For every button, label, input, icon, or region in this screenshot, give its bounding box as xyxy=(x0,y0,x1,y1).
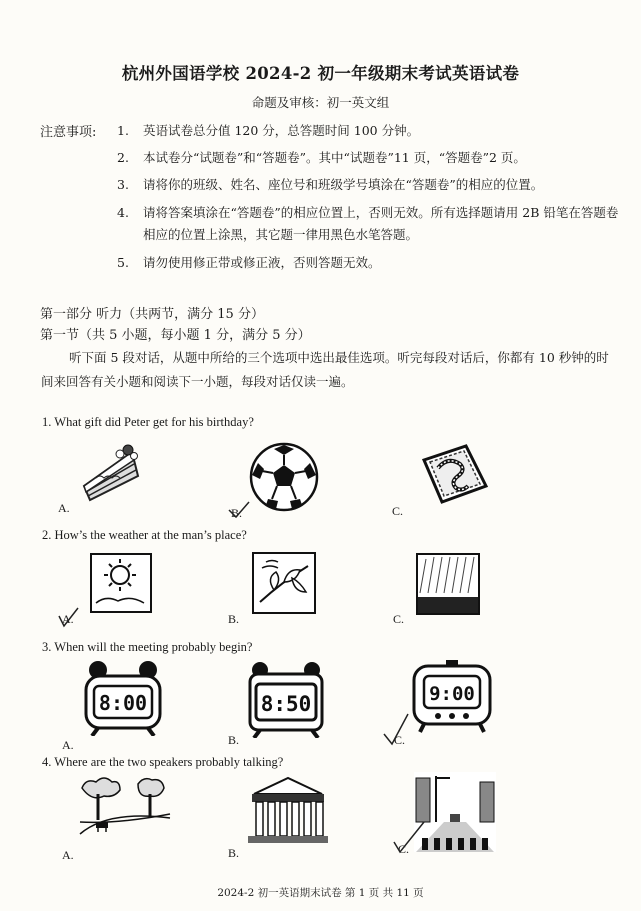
soccer-ball-image xyxy=(248,441,320,513)
option-c: C. xyxy=(398,842,410,856)
clock-image-c xyxy=(410,660,494,734)
clock-image-b xyxy=(244,660,328,738)
clock-image-a xyxy=(80,660,166,736)
question-3: 3. When will the meeting probably begin? xyxy=(42,640,253,654)
board-game-image xyxy=(418,442,490,506)
wind-leaves-image xyxy=(252,552,316,614)
option-c: C. xyxy=(392,504,404,518)
page-title: 杭州外国语学校 2024-2 初一年级期末考试英语试卷 xyxy=(121,64,520,83)
option-a: A. xyxy=(62,848,74,862)
page-footer: 2024-2 初一英语期末试卷 第 1 页 共 11 页 xyxy=(217,887,424,899)
note-number: 3. xyxy=(117,177,129,192)
note-text: 请将答案填涂在“答题卷”的相应位置上，否则无效。所有选择题请用 2B 铅笔在答题卷相应的位置上涂黑，其它题一律用黑色水笔答题。 xyxy=(143,205,619,242)
listening-instructions: 听下面 5 段对话，从题中所给的三个选项中选出最佳选项。听完每段对话后，你都有 10 秒钟的时间来回答有关小题和阅读下一小题，每段对话仅读一遍。 xyxy=(41,350,609,389)
building-image xyxy=(246,776,330,844)
option-c: C. xyxy=(394,733,406,747)
handwritten-check-mark xyxy=(56,606,82,628)
option-b: B. xyxy=(231,506,243,520)
option-b: B. xyxy=(228,733,240,747)
notes-label: 注意事项: xyxy=(40,125,97,140)
note-text: 本试卷分“试题卷”和“答题卷”。其中“试题卷”11 页，“答题卷”2 页。 xyxy=(143,150,526,165)
cake-slice-image xyxy=(76,442,146,504)
sun-image xyxy=(90,553,152,613)
section-heading: 第一节（共 5 小题，每小题 1 分，满分 5 分） xyxy=(40,328,311,343)
note-text: 英语试卷总分值 120 分，总答题时间 100 分钟。 xyxy=(143,123,420,138)
option-a: A. xyxy=(58,501,70,515)
option-a: A. xyxy=(62,738,74,752)
option-b: B. xyxy=(228,846,240,860)
note-text: 请勿使用修正带或修正液，否则答题无效。 xyxy=(143,255,381,270)
note-number: 5. xyxy=(117,255,129,270)
clock-time: 8:50 xyxy=(260,692,312,716)
note-text: 请将你的班级、姓名、座位号和班级学号填涂在“答题卷”的相应的位置。 xyxy=(143,177,544,192)
street-image xyxy=(414,772,496,852)
handwritten-check-mark xyxy=(226,500,252,520)
rain-image xyxy=(416,553,480,615)
handwritten-check-mark xyxy=(380,712,410,746)
clock-time: 9:00 xyxy=(429,683,475,705)
option-b: B. xyxy=(228,612,240,626)
question-4: 4. Where are the two speakers probably talking? xyxy=(42,755,284,769)
clock-time: 8:00 xyxy=(98,691,148,715)
park-image xyxy=(78,774,172,840)
note-number: 1. xyxy=(117,123,129,138)
note-number: 2. xyxy=(117,150,129,165)
question-2: 2. How’s the weather at the man’s place? xyxy=(42,528,247,542)
option-a: A. xyxy=(62,612,74,626)
note-number: 4. xyxy=(117,205,129,220)
part-heading: 第一部分 听力（共两节，满分 15 分） xyxy=(40,307,264,322)
page-subtitle: 命题及审核：初一英文组 xyxy=(251,95,390,110)
note-item xyxy=(117,202,637,248)
handwritten-check-mark xyxy=(390,820,426,856)
question-1: 1. What gift did Peter get for his birthday? xyxy=(42,415,254,429)
option-c: C. xyxy=(393,612,405,626)
